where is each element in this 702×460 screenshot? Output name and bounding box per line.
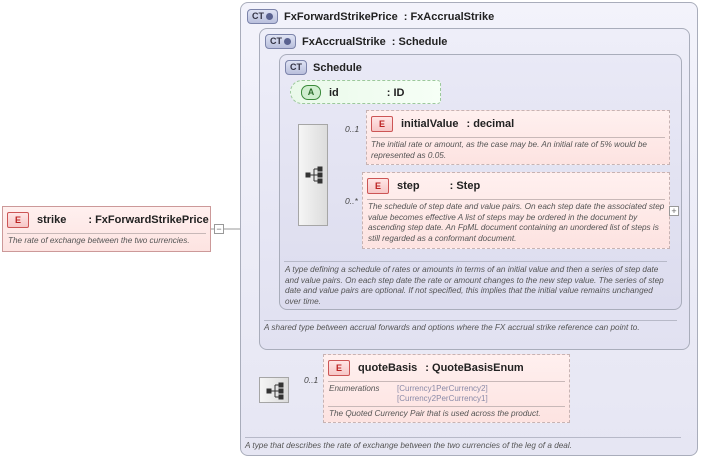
id-name: id xyxy=(329,86,339,99)
outer-type-doc: A type that describes the rate of exchange between the two currencies of the leg of a deal. xyxy=(245,441,572,450)
initial-value-occurs: 0..1 xyxy=(345,124,360,134)
sequence-icon xyxy=(299,125,329,227)
quote-basis-name: quoteBasis xyxy=(358,362,418,374)
quote-basis-occurs: 0..1 xyxy=(304,375,319,385)
element-badge: E xyxy=(367,178,389,194)
id-attribute[interactable] xyxy=(290,80,441,104)
initial-value-doc: The initial rate or amount, as the case may be. An initial rate of 5% would be represented as 0.05. xyxy=(371,140,647,160)
id-type: : ID xyxy=(386,86,405,99)
attribute-badge: A xyxy=(301,85,321,100)
enum-value: [Currency2PerCurrency1] xyxy=(397,394,488,403)
initial-value-type: : decimal xyxy=(466,118,515,130)
accrual-type-base: : Schedule xyxy=(391,35,448,48)
quote-basis-type: : QuoteBasisEnum xyxy=(425,362,524,374)
initial-value-name: initialValue xyxy=(401,118,459,130)
enumerations-label: Enumerations xyxy=(329,384,380,393)
quote-basis-element[interactable] xyxy=(323,354,570,423)
initial-value-element[interactable] xyxy=(366,110,670,165)
outer-type-base: : FxAccrualStrike xyxy=(403,10,495,23)
step-name: step xyxy=(397,180,420,192)
strike-element[interactable] xyxy=(2,206,211,252)
strike-name: strike xyxy=(37,214,67,226)
sequence-compositor[interactable] xyxy=(259,377,289,403)
schedule-type-name: Schedule xyxy=(313,61,362,74)
step-expand-toggle[interactable]: + xyxy=(669,206,679,216)
element-badge: E xyxy=(371,116,393,132)
element-badge: E xyxy=(328,360,350,376)
ct-badge: CT xyxy=(247,9,278,24)
accrual-type-name: FxAccrualStrike xyxy=(302,35,386,48)
step-element[interactable] xyxy=(362,172,670,249)
quote-basis-doc: The Quoted Currency Pair that is used across the product. xyxy=(329,409,541,418)
strike-doc: The rate of exchange between the two currencies. xyxy=(8,236,190,245)
strike-type: : FxForwardStrikePrice xyxy=(88,214,209,226)
element-badge: E xyxy=(7,212,29,228)
step-doc: The schedule of step date and value pairs. On each step date the associated step value becomes effective A list of steps may be ordered in the document by ascending step date. An FpML document containing an unordered list of steps is still regarded as a conformant document. xyxy=(368,202,665,243)
ct-badge: CT xyxy=(285,60,307,75)
collapse-toggle[interactable]: − xyxy=(214,224,224,234)
outer-type-name: FxForwardStrikePrice xyxy=(284,10,398,23)
step-occurs: 0..* xyxy=(345,196,358,206)
schedule-type-doc: A type defining a schedule of rates or amounts in terms of an initial value and then a series of step date and value pairs. On each step date the rate or amount changes to the new step value. The series of step date and value pairs are optional. If not specified, this implies that the initial value remains unchanged over time. xyxy=(285,265,664,306)
step-type: : Step xyxy=(449,180,481,192)
ct-badge: CT xyxy=(265,34,296,49)
enum-value: [Currency1PerCurrency2] xyxy=(397,384,488,393)
accrual-type-doc: A shared type between accrual forwards and options where the FX accrual strike reference can point to. xyxy=(264,323,640,332)
sequence-icon xyxy=(260,378,290,404)
sequence-compositor[interactable] xyxy=(298,124,328,226)
